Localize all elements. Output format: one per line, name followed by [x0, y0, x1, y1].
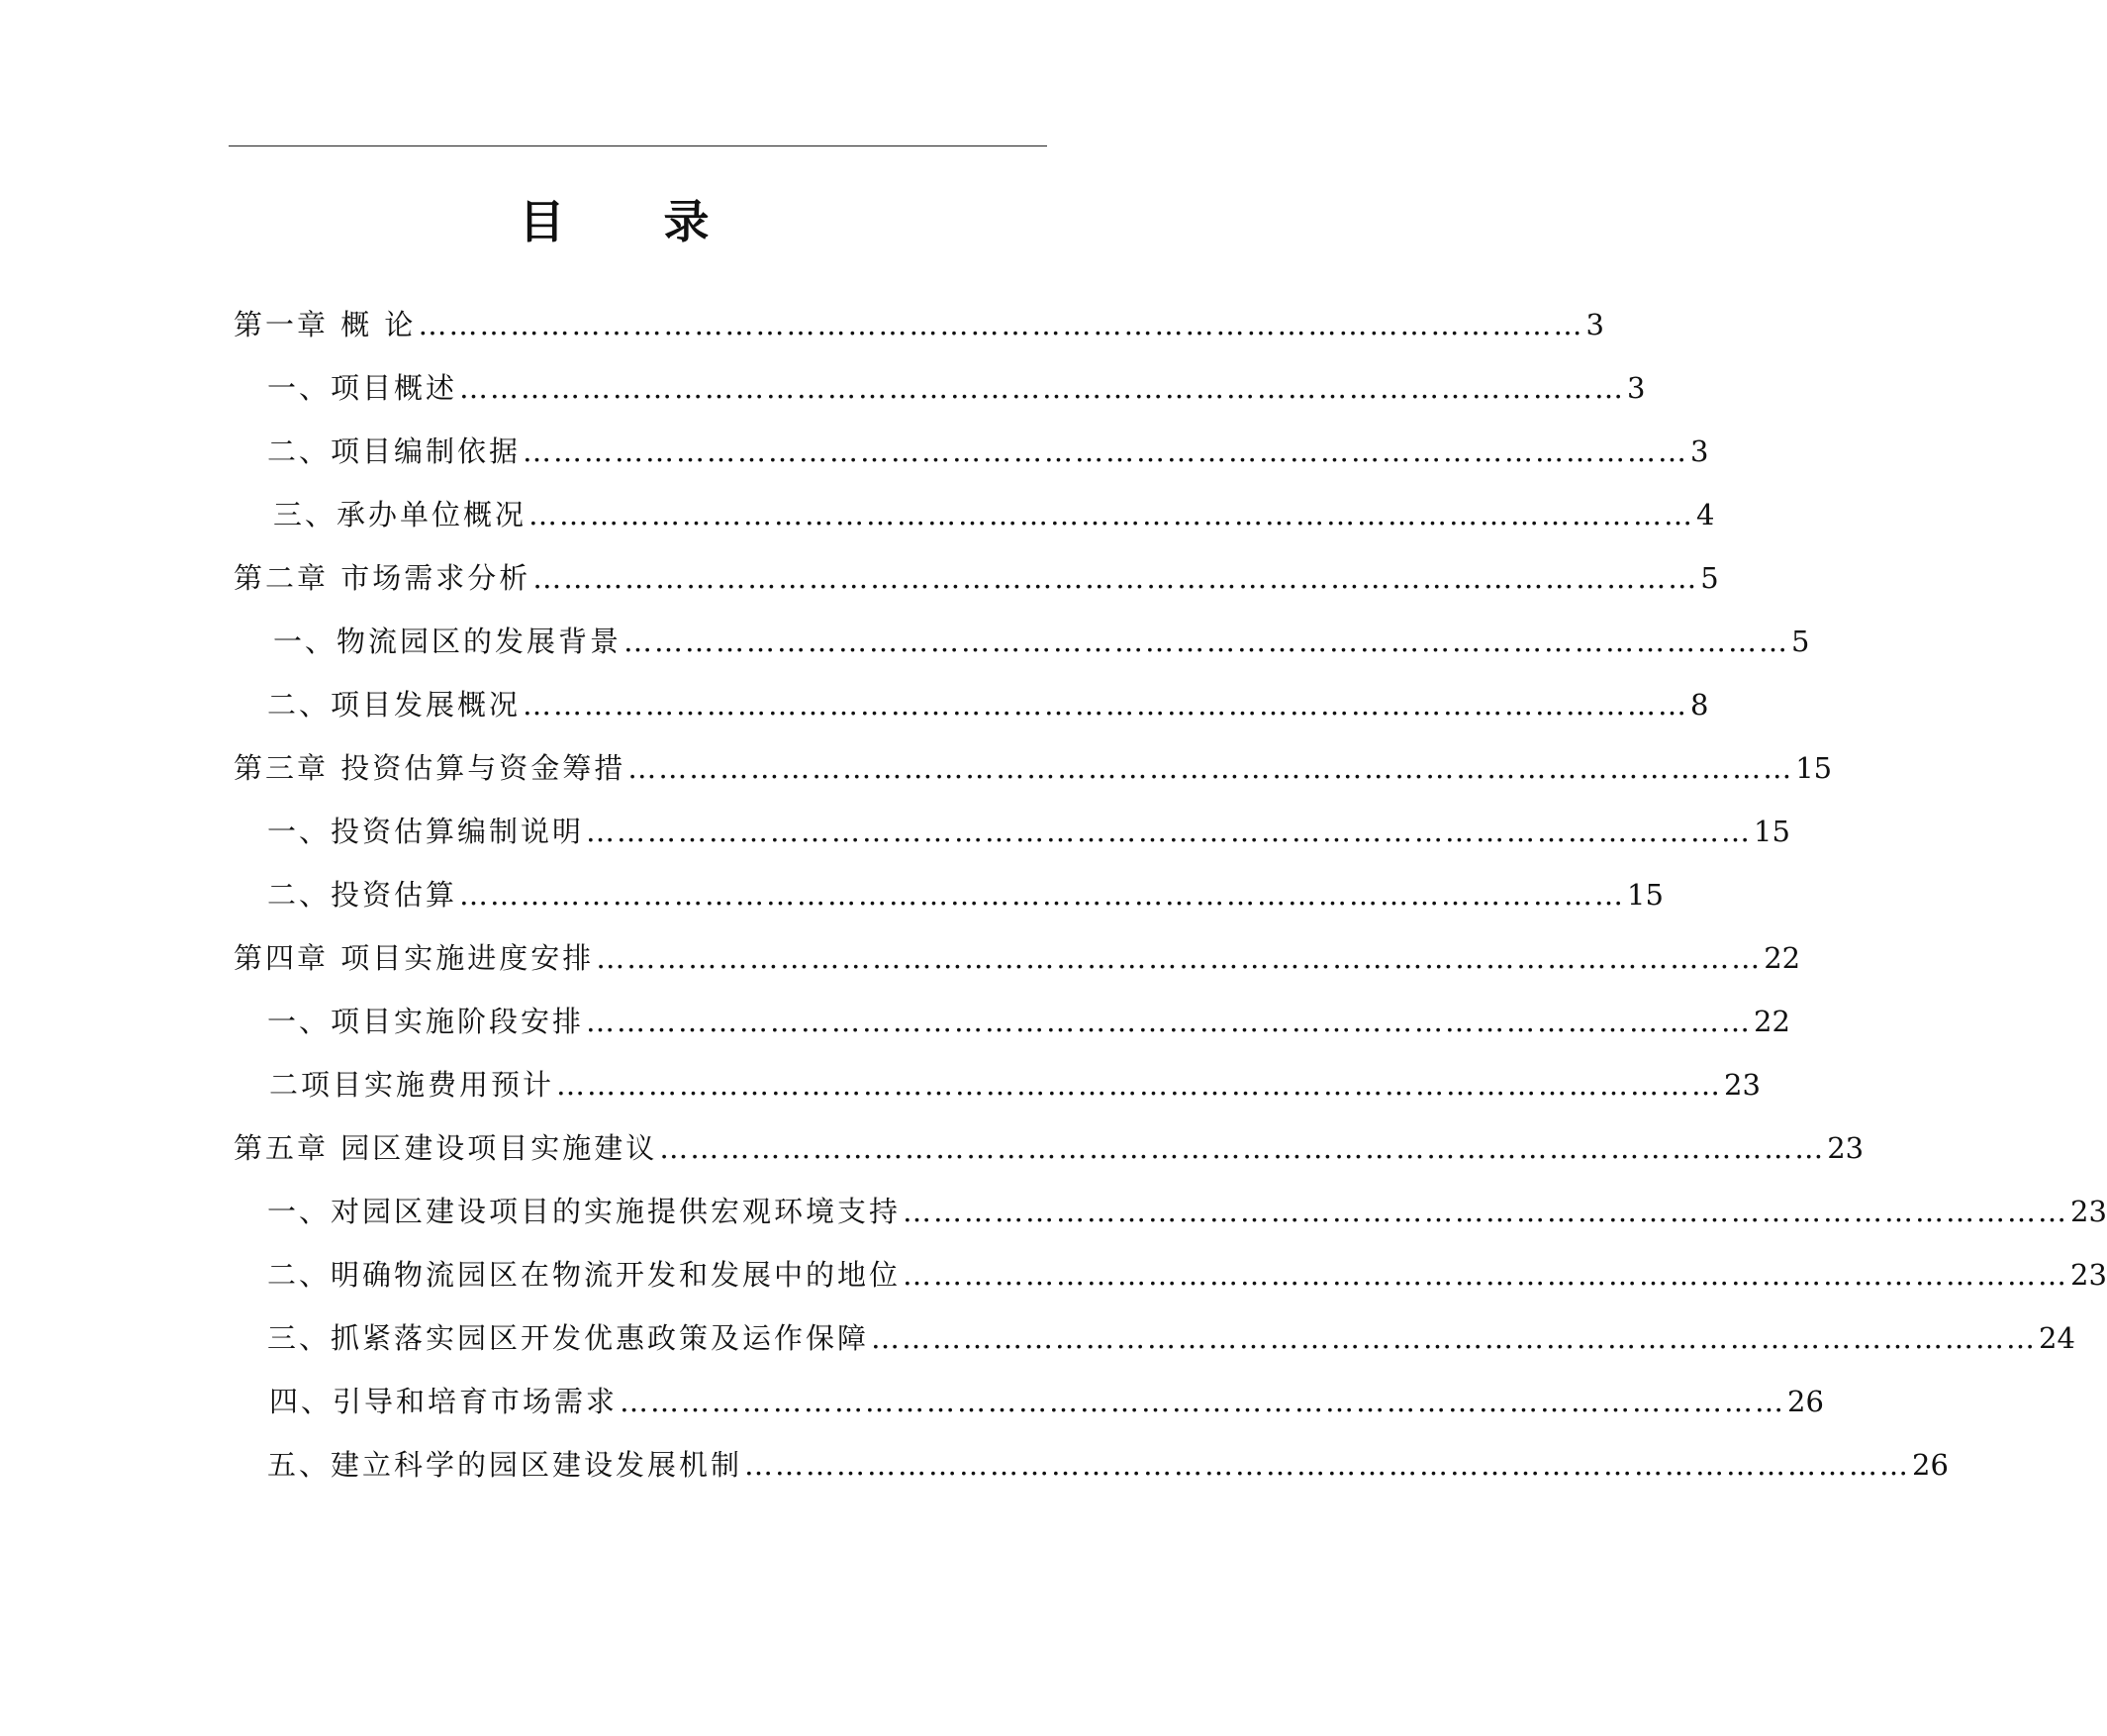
toc-leader-dots: ……………………………………………………………………………………………………	[903, 1195, 2069, 1228]
toc-entry[interactable]	[267, 1255, 2107, 1295]
toc-entry-label: 二、项目发展概况	[267, 688, 522, 722]
toc-entry-page: 5	[1791, 625, 1810, 658]
toc-entry-page: 26	[1787, 1385, 1824, 1418]
toc-leader-dots: ……………………………………………………………………………………………………	[586, 815, 1753, 848]
toc-entry-label: 三、承办单位概况	[273, 498, 527, 531]
toc-entry[interactable]	[267, 1002, 1790, 1041]
toc-leader-dots: ……………………………………………………………………………………………………	[528, 498, 1695, 531]
toc-entry-label: 第四章 项目实施进度安排	[234, 941, 595, 975]
toc-entry-page: 26	[1912, 1448, 1949, 1482]
toc-entry-label: 二、明确物流园区在物流开发和发展中的地位	[267, 1258, 902, 1292]
toc-entry-page: 3	[1627, 371, 1646, 405]
toc-entry[interactable]	[269, 1382, 1824, 1421]
toc-entry-label: 一、项目实施阶段安排	[267, 1005, 585, 1038]
toc-entry-label: 第二章 市场需求分析	[234, 561, 531, 595]
toc-title-char-1: 目	[519, 195, 565, 248]
toc-entry-page: 15	[1754, 815, 1790, 848]
toc-entry-page: 23	[1724, 1068, 1761, 1102]
toc-entry[interactable]	[267, 432, 1709, 471]
toc-leader-dots: ……………………………………………………………………………………………………	[459, 371, 1626, 405]
toc-entry[interactable]	[273, 622, 1810, 661]
toc-entry[interactable]	[267, 368, 1646, 408]
toc-entry-page: 23	[2070, 1258, 2107, 1292]
toc-entry-page: 15	[1627, 878, 1664, 912]
toc-entry-label: 三、抓紧落实园区开发优惠政策及运作保障	[267, 1321, 870, 1355]
toc-leader-dots: ……………………………………………………………………………………………………	[523, 688, 1689, 722]
toc-entry-label: 一、项目概述	[267, 371, 458, 405]
toc-entry[interactable]	[273, 495, 1715, 534]
toc-leader-dots: ……………………………………………………………………………………………………	[418, 308, 1584, 341]
toc-leader-dots: ……………………………………………………………………………………………………	[903, 1258, 2069, 1292]
toc-leader-dots: ……………………………………………………………………………………………………	[532, 561, 1699, 595]
toc-entry[interactable]	[234, 748, 1833, 788]
toc-leader-dots: ……………………………………………………………………………………………………	[596, 941, 1763, 975]
toc-entry-label: 二、投资估算	[267, 878, 458, 912]
toc-leader-dots: ……………………………………………………………………………………………………	[620, 1385, 1786, 1418]
toc-entry[interactable]	[234, 305, 1604, 344]
toc-entry-page: 24	[2039, 1321, 2075, 1355]
toc-entry-label: 一、投资估算编制说明	[267, 815, 585, 848]
toc-entry-label: 第三章 投资估算与资金筹措	[234, 751, 626, 785]
toc-entry-label: 一、物流园区的发展背景	[273, 625, 623, 658]
toc-entry[interactable]	[234, 1128, 1865, 1168]
toc-leader-dots: ……………………………………………………………………………………………………	[556, 1068, 1723, 1102]
toc-entry-label: 四、引导和培育市场需求	[269, 1385, 619, 1418]
toc-entry-page: 23	[2070, 1195, 2107, 1228]
toc-entry-label: 二、项目编制依据	[267, 434, 522, 468]
toc-entry-label: 二项目实施费用预计	[269, 1068, 555, 1102]
toc-entry-page: 15	[1795, 751, 1833, 785]
toc-entry[interactable]	[269, 1065, 1761, 1105]
toc-entry[interactable]	[234, 938, 1801, 978]
toc-entry[interactable]	[267, 1192, 2107, 1231]
toc-entry-page: 5	[1700, 561, 1719, 595]
toc-entry-page: 8	[1690, 688, 1709, 722]
toc-entry-page: 22	[1764, 941, 1801, 975]
toc-leader-dots: ……………………………………………………………………………………………………	[623, 625, 1790, 658]
toc-entry[interactable]	[267, 685, 1709, 724]
toc-title-char-2: 录	[663, 195, 710, 248]
toc-title	[0, 186, 1228, 251]
toc-entry-page: 23	[1827, 1131, 1865, 1165]
toc-leader-dots: ……………………………………………………………………………………………………	[459, 878, 1626, 912]
toc-entry[interactable]	[267, 1445, 1949, 1485]
toc-leader-dots: ……………………………………………………………………………………………………	[627, 751, 1794, 785]
toc-entry[interactable]	[267, 812, 1790, 851]
toc-leader-dots: ……………………………………………………………………………………………………	[659, 1131, 1826, 1165]
toc-entry-page: 4	[1696, 498, 1715, 531]
toc-leader-dots: ……………………………………………………………………………………………………	[744, 1448, 1911, 1482]
toc-entry-page: 22	[1754, 1005, 1790, 1038]
toc-entry-label: 第五章 园区建设项目实施建议	[234, 1131, 658, 1165]
toc-entry-label: 一、对园区建设项目的实施提供宏观环境支持	[267, 1195, 902, 1228]
toc-leader-dots: ……………………………………………………………………………………………………	[523, 434, 1689, 468]
toc-entry-label: 第一章 概 论	[234, 308, 417, 341]
toc-entry[interactable]	[234, 558, 1719, 598]
toc-entry-page: 3	[1690, 434, 1709, 468]
toc-leader-dots: ……………………………………………………………………………………………………	[871, 1321, 2038, 1355]
toc-entry-page: 3	[1585, 308, 1604, 341]
toc-entry-label: 五、建立科学的园区建设发展机制	[267, 1448, 743, 1482]
header-rule	[229, 145, 1047, 146]
toc-entry[interactable]	[267, 875, 1664, 915]
toc-entry[interactable]	[267, 1318, 2075, 1358]
toc-leader-dots: ……………………………………………………………………………………………………	[586, 1005, 1753, 1038]
